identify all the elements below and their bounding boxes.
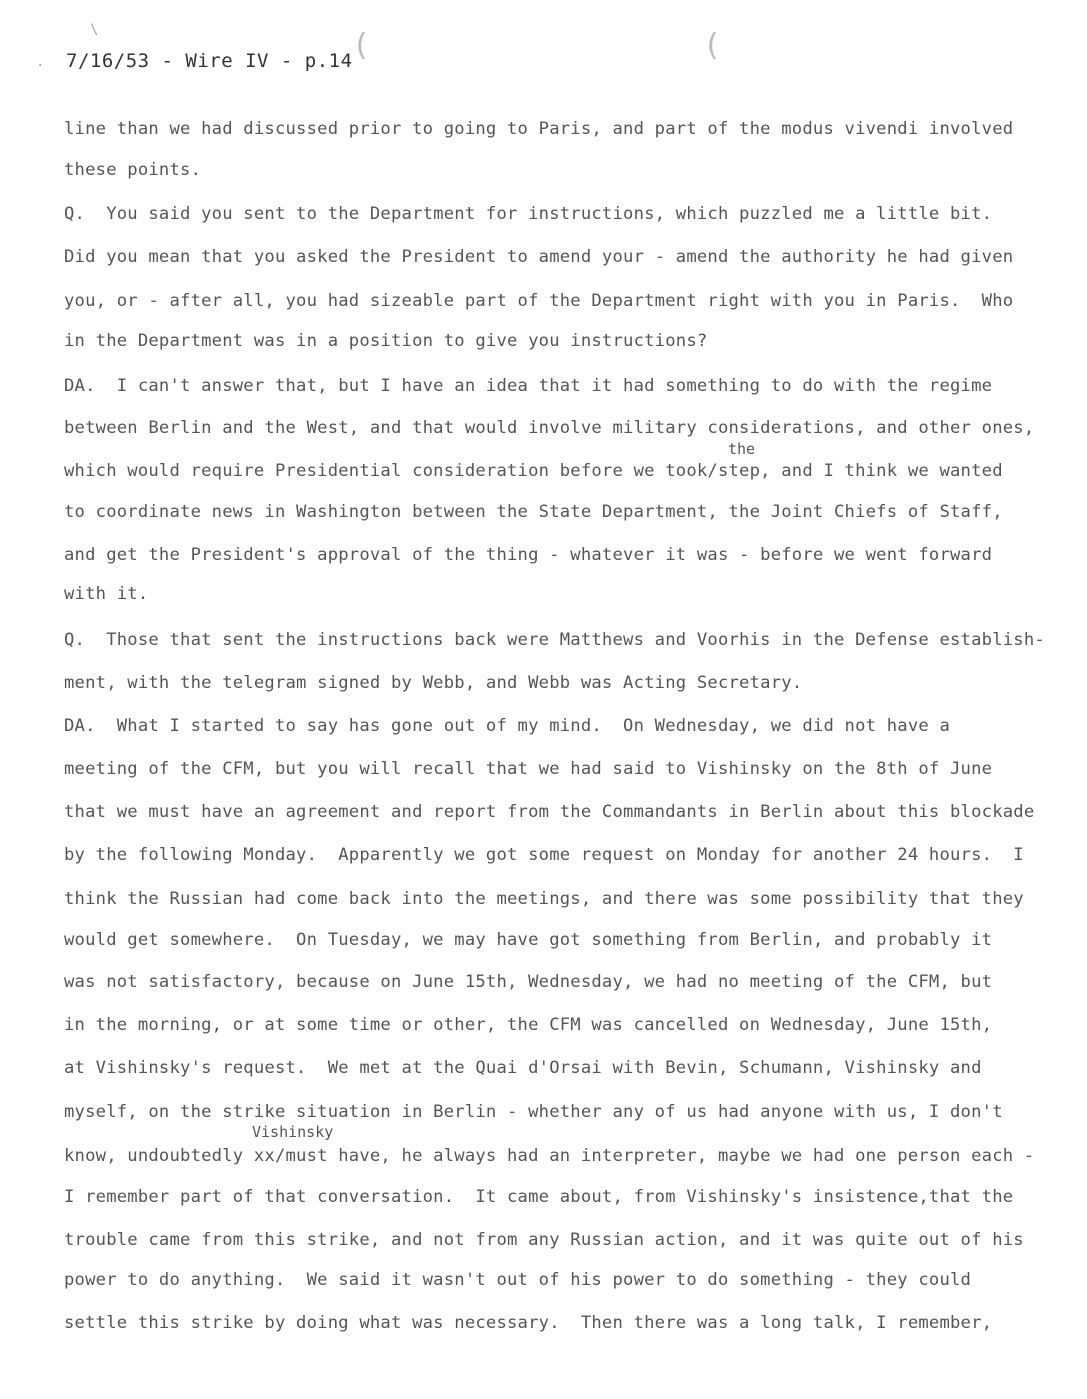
text-line: DA. What I started to say has gone out of my mind. On Wednesday, we did not have a: [64, 716, 951, 736]
text-line: know, undoubtedly xx/must have, he always had an interpreter, maybe we had one person each -: [64, 1146, 1035, 1166]
page-header: 7/16/53 - Wire IV - p.14: [66, 50, 353, 72]
text-line: by the following Monday. Apparently we got some request on Monday for another 24 hours. I: [64, 845, 1024, 865]
margin-mark: (: [703, 28, 722, 63]
text-line: settle this strike by doing what was necessary. Then there was a long talk, I remember,: [64, 1313, 993, 1333]
text-line: ment, with the telegram signed by Webb, and Webb was Acting Secretary.: [64, 673, 803, 693]
text-line: between Berlin and the West, and that would involve military considerations, and other ones,: [64, 418, 1035, 438]
text-line: Q. Those that sent the instructions back were Matthews and Voorhis in the Defense establish-: [64, 630, 1045, 650]
text-line: power to do anything. We said it wasn't out of his power to do something - they could: [64, 1270, 972, 1290]
text-line: with it.: [64, 584, 149, 604]
text-line: and get the President's approval of the thing - whatever it was - before we went forward: [64, 545, 993, 565]
text-line: which would require Presidential consideration before we took/step, and I think we wanted: [64, 461, 1003, 481]
text-line: these points.: [64, 160, 202, 180]
margin-mark: ·: [36, 58, 45, 74]
text-line: Did you mean that you asked the President to amend your - amend the authority he had given: [64, 247, 1014, 267]
text-line: you, or - after all, you had sizeable part of the Department right with you in Paris. Who: [64, 291, 1014, 311]
handwritten-insertion: Vishinsky: [252, 1123, 334, 1141]
text-line: think the Russian had come back into the meetings, and there was some possibility that they: [64, 889, 1024, 909]
text-line: was not satisfactory, because on June 15th, Wednesday, we had no meeting of the CFM, but: [64, 972, 993, 992]
text-line: in the Department was in a position to give you instructions?: [64, 331, 708, 351]
margin-mark: \: [90, 22, 99, 38]
text-line: myself, on the strike situation in Berlin - whether any of us had anyone with us, I don't: [64, 1102, 1003, 1122]
handwritten-insertion: the: [728, 440, 756, 458]
text-line: would get somewhere. On Tuesday, we may have got something from Berlin, and probably it: [64, 930, 993, 950]
text-line: Q. You said you sent to the Department for instructions, which puzzled me a little bit.: [64, 204, 993, 224]
text-line: trouble came from this strike, and not from any Russian action, and it was quite out of his: [64, 1230, 1024, 1250]
text-line: meeting of the CFM, but you will recall that we had said to Vishinsky on the 8th of June: [64, 759, 993, 779]
text-line: that we must have an agreement and report from the Commandants in Berlin about this blockade: [64, 802, 1035, 822]
text-line: DA. I can't answer that, but I have an idea that it had something to do with the regime: [64, 376, 993, 396]
text-line: to coordinate news in Washington between the State Department, the Joint Chiefs of Staff,: [64, 502, 1003, 522]
text-line: at Vishinsky's request. We met at the Quai d'Orsai with Bevin, Schumann, Vishinsky and: [64, 1058, 982, 1078]
text-line: I remember part of that conversation. It came about, from Vishinsky's insistence,that the: [64, 1187, 1014, 1207]
margin-mark: (: [352, 28, 371, 63]
text-line: line than we had discussed prior to going to Paris, and part of the modus vivendi involved: [64, 119, 1014, 139]
text-line: in the morning, or at some time or other, the CFM was cancelled on Wednesday, June 15th,: [64, 1015, 993, 1035]
